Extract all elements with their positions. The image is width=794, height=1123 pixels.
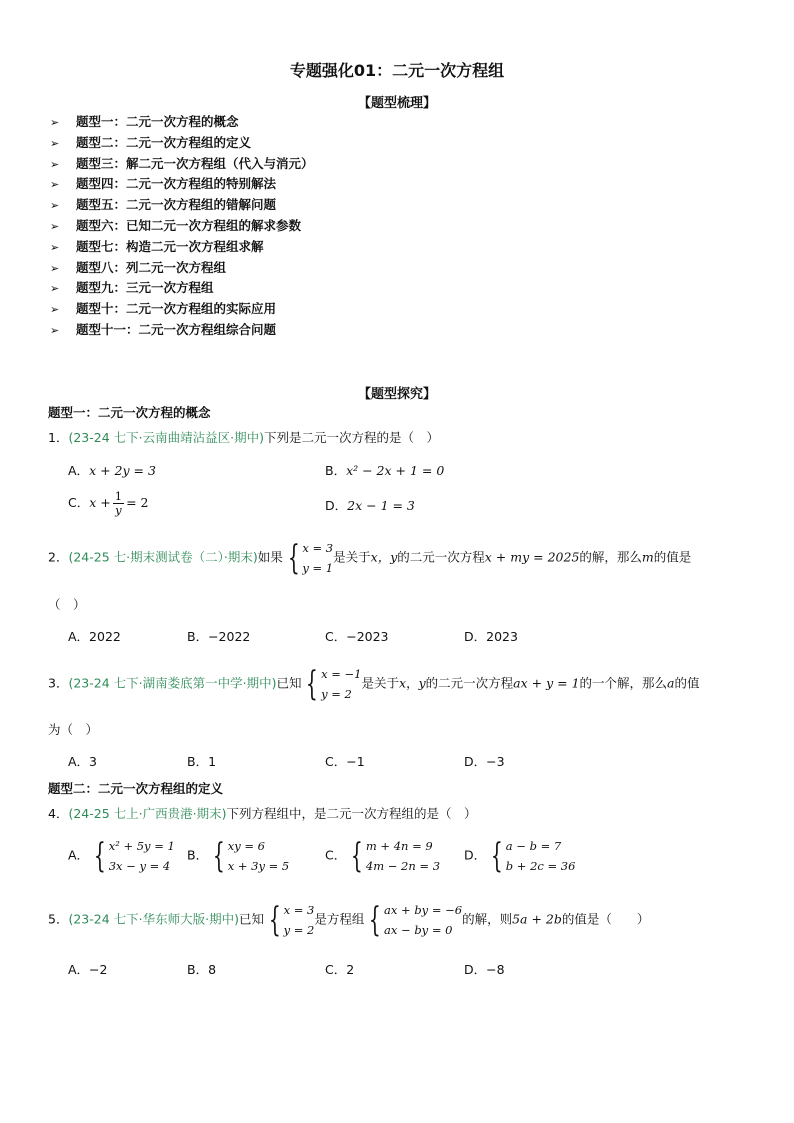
option-d: D．−8 (464, 962, 505, 977)
category-heading: 题型二：二元一次方程组的定义 (48, 781, 224, 796)
option-b: B．−2022 (187, 629, 251, 644)
question-4: 4．(24-25 七上·广西贵港·期末)下列方程组中，是二元一次方程组的是（ ） (48, 806, 477, 821)
option-d: D． { a − b = 7 b + 2c = 36 (464, 836, 576, 876)
equation-system: { x² + 5y = 1 3x − y = 4 (93, 836, 175, 876)
option-c: C．−2023 (325, 629, 389, 644)
topic-list (50, 112, 314, 341)
arrow-bullet-icon: ➢ (50, 303, 60, 317)
option-c: C． { m + 4n = 9 4m − 2n = 3 (325, 836, 441, 876)
arrow-bullet-icon: ➢ (50, 240, 60, 254)
topic-item: ➢ 题型六：已知二元一次方程组的解求参数 (50, 216, 314, 237)
topic-item: ➢ 题型五：二元一次方程组的错解问题 (50, 195, 314, 216)
page-title: 专题强化01：二元一次方程组 (289, 61, 505, 80)
question-1: 1．(23-24 七下·云南曲靖沾益区·期中)下列是二元一次方程的是（ ） (48, 430, 439, 445)
topic-item: ➢ 题型四：二元一次方程组的特别解法 (50, 174, 314, 195)
option-a: A．−2 (68, 962, 108, 977)
topic-item: ➢ 题型十：二元一次方程组的实际应用 (50, 299, 314, 320)
topic-item: ➢ 题型二：二元一次方程组的定义 (50, 133, 314, 154)
equation-system: { ax + by = −6 ax − by = 0 (369, 900, 463, 940)
arrow-bullet-icon: ➢ (50, 261, 60, 275)
option-a: A． { x² + 5y = 1 3x − y = 4 (68, 836, 175, 876)
arrow-bullet-icon: ➢ (50, 178, 60, 192)
arrow-bullet-icon: ➢ (50, 136, 60, 150)
topic-item: ➢ 题型一：二元一次方程的概念 (50, 112, 314, 133)
section-heading-overview: 【题型梳理】 (357, 96, 436, 111)
arrow-bullet-icon: ➢ (50, 219, 60, 233)
equation-system: { x = 3 y = 1 (287, 538, 334, 578)
option-c: C．−1 (325, 754, 365, 769)
option-a: A．2022 (68, 629, 121, 644)
option-b: B．8 (187, 962, 217, 977)
option-d: D．2023 (464, 629, 518, 644)
category-heading: 题型一：二元一次方程的概念 (48, 405, 211, 420)
arrow-bullet-icon: ➢ (50, 157, 60, 171)
topic-item: ➢ 题型九：三元一次方程组 (50, 278, 314, 299)
question-5: 5．(23-24 七下·华东师大版·期中)已知 { x = 3 y = 2 是方程组 { ax + by = −6 ax − by = 0 的解，则5a + 2b的值是（ ） (48, 900, 650, 940)
option-c: C．x + $\frac{1}{y}$ = 2 (68, 489, 149, 517)
question-3: 3．(23-24 七下·湖南娄底第一中学·期中)已知 { x = −1 y = 2 是关于x，y的二元一次方程ax + y = 1的一个解，那么a的值 (48, 664, 700, 704)
topic-item: ➢ 题型八：列二元一次方程组 (50, 258, 314, 279)
fraction: $\frac{1}{y}$ (114, 489, 123, 517)
section-heading-exploration: 【题型探究】 (357, 387, 436, 402)
question-source: (23-24 七下·湖南娄底第一中学·期中) (68, 675, 277, 691)
topic-item: ➢ 题型七：构造二元一次方程组求解 (50, 237, 314, 258)
equation-system: { x = 3 y = 2 (268, 900, 315, 940)
question-source: (24-25 七·期末测试卷（二）·期末) (68, 549, 258, 565)
question-2: 2．(24-25 七·期末测试卷（二）·期末)如果 { x = 3 y = 1 是关于x，y的二元一次方程x + my = 2025的解，那么m的值是 (48, 538, 692, 578)
option-c: C．2 (325, 962, 355, 977)
option-d: D．−3 (464, 754, 505, 769)
arrow-bullet-icon: ➢ (50, 116, 60, 129)
equation-system: { a − b = 7 b + 2c = 36 (491, 836, 576, 876)
option-a: A．x + 2y = 3 (68, 463, 156, 478)
option-b: B． { xy = 6 x + 3y = 5 (187, 836, 290, 876)
question-2-continuation: （ ） (48, 597, 86, 612)
question-source: (24-25 七上·广西贵港·期末) (68, 806, 227, 821)
question-source: (23-24 七下·华东师大版·期中) (68, 911, 239, 927)
topic-item: ➢ 题型三：解二元一次方程组（代入与消元） (50, 154, 314, 175)
question-source: (23-24 七下·云南曲靖沾益区·期中) (68, 430, 264, 445)
option-b: B．x² − 2x + 1 = 0 (325, 463, 445, 478)
equation-system: { m + 4n = 9 4m − 2n = 3 (351, 836, 441, 876)
arrow-bullet-icon: ➢ (50, 282, 60, 296)
option-b: B．1 (187, 754, 217, 769)
arrow-bullet-icon: ➢ (50, 323, 60, 337)
equation-system: { x = −1 y = 2 (306, 664, 362, 704)
arrow-bullet-icon: ➢ (50, 199, 60, 213)
question-3-continuation: 为（ ） (48, 722, 99, 737)
option-d: D．2x − 1 = 3 (325, 498, 415, 513)
equation-system: { xy = 6 x + 3y = 5 (212, 836, 290, 876)
topic-item: ➢ 题型十一：二元一次方程组综合问题 (50, 320, 314, 341)
option-a: A．3 (68, 754, 98, 769)
